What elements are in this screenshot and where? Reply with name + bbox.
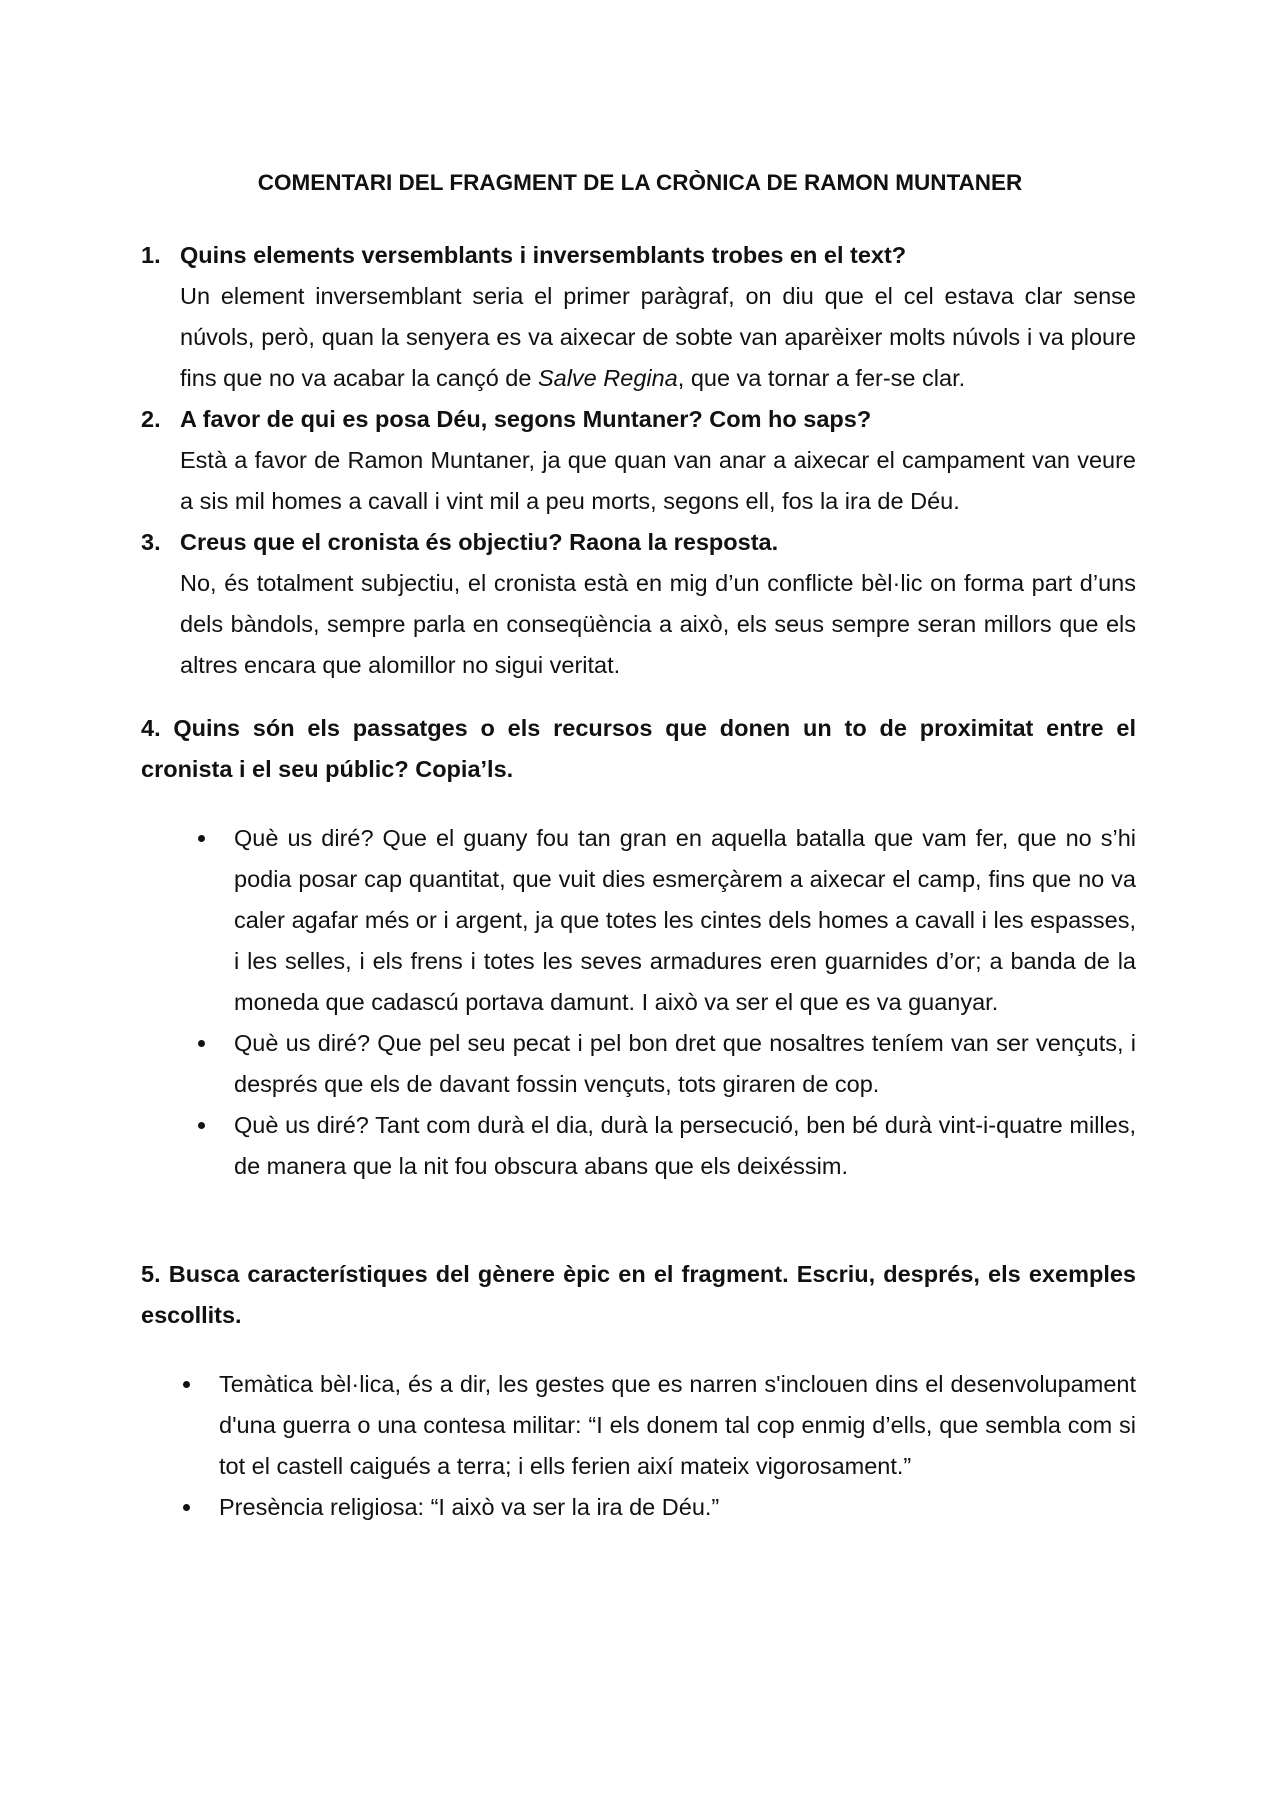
answer-1-text-end: , que va tornar a fer-se clar.: [677, 365, 966, 391]
list-item-text: Presència religiosa: “I això va ser la ira de Déu.”: [219, 1494, 720, 1520]
answer-1-text: Un element inversemblant seria el primer paràgraf, on diu que el cel estava clar sense núvols, però, quan la senyera es va aixecar de sobte van aparèixer molts núvols i va ploure fins que no va acabar la cançó de: [180, 283, 1136, 391]
document-title: COMENTARI DEL FRAGMENT DE LA CRÒNICA DE RAMON MUNTANER: [257, 170, 1023, 195]
bullet-icon: [198, 1040, 205, 1047]
question-text: Quins elements versemblants i inversemblants trobes en el text?: [180, 242, 907, 268]
question-3-heading: [141, 522, 1136, 563]
list-item: [219, 1487, 1136, 1528]
question-1: [141, 235, 1136, 399]
question-2: [141, 399, 1136, 522]
list-item-text: Què us diré? Tant com durà el dia, durà la persecució, ben bé durà vint-i-quatre milles, de manera que la nit fou obscura abans que els deixéssim.: [234, 1112, 1136, 1179]
question-4-heading: 4. Quins són els passatges o els recursos que donen un to de proximitat entre el cronista i el seu públic? Copia’ls.: [141, 715, 1136, 782]
bullet-icon: [183, 1381, 190, 1388]
answer-3: No, és totalment subjectiu, el cronista està en mig d’un conflicte bèl·lic on forma part d’uns dels bàndols, sempre parla en conseqüència a això, els seus sempre seran millors que els altres encara que alomillor no sigui veritat.: [180, 570, 1136, 678]
question-text: Creus que el cronista és objectiu? Raona la resposta.: [180, 529, 779, 555]
list-item: [234, 818, 1136, 1023]
list-item: [234, 1105, 1136, 1187]
list-item-text: Què us diré? Que el guany fou tan gran en aquella batalla que vam fer, que no s’hi podia posar cap quantitat, que vuit dies esmerçàrem a aixecar el camp, fins que no va caler agafar més or i argent, ja que totes les cintes dels homes a cavall i les espasses, i les selles, i els frens i totes les seves armadures eren guarnides d’or; a banda de la moneda que cadascú portava damunt. I això va ser el que es va guanyar.: [234, 825, 1136, 1015]
bullet-icon: [198, 1122, 205, 1129]
list-item: [219, 1364, 1136, 1487]
question-4-bullet-list: [234, 818, 1136, 1187]
question-text: A favor de qui es posa Déu, segons Muntaner? Com ho saps?: [180, 406, 872, 432]
list-item-text: Temàtica bèl·lica, és a dir, les gestes que es narren s'inclouen dins el desenvolupament d'una guerra o una contesa militar: “I els donem tal cop enmig d’ells, que sembla com si tot el castell caigués a terra; i ells ferien així mateix vigorosament.”: [219, 1371, 1136, 1479]
question-1-heading: [141, 235, 1136, 276]
question-number: 2.: [141, 406, 161, 432]
question-5-bullet-list: [219, 1364, 1136, 1528]
question-5-heading: 5. Busca característiques del gènere èpic en el fragment. Escriu, després, els exemples escollits.: [141, 1261, 1136, 1328]
question-number: 3.: [141, 529, 161, 555]
bullet-icon: [183, 1504, 190, 1511]
question-3: [141, 522, 1136, 686]
answer-2: Està a favor de Ramon Muntaner, ja que quan van anar a aixecar el campament van veure a sis mil homes a cavall i vint mil a peu morts, segons ell, fos la ira de Déu.: [180, 447, 1136, 514]
question-2-heading: [141, 399, 1136, 440]
list-item-text: Què us diré? Que pel seu pecat i pel bon dret que nosaltres teníem van ser vençuts, i després que els de davant fossin vençuts, tots giraren de cop.: [234, 1030, 1136, 1097]
bullet-icon: [198, 835, 205, 842]
answer-1-italic-title: Salve Regina: [537, 365, 678, 391]
answer-1: [180, 276, 1136, 399]
list-item: [234, 1023, 1136, 1105]
question-number: 1.: [141, 242, 161, 268]
